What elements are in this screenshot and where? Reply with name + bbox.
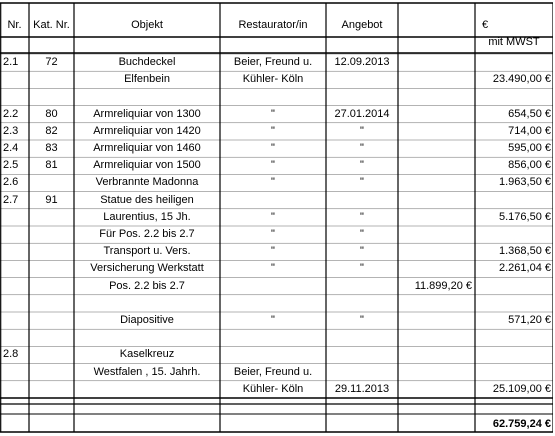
cell-nr: 2.3 xyxy=(3,124,19,137)
cell-restaurator: Beier, Freund u. xyxy=(233,365,313,378)
cell-angebot: " xyxy=(360,210,364,223)
cell-objekt: Diapositive xyxy=(120,314,174,326)
header-angebot: Angebot xyxy=(341,19,383,31)
cell-amount: 654,50 € xyxy=(508,107,551,120)
cell-kat-nr: 81 xyxy=(45,159,58,172)
cell-nr: 2.6 xyxy=(3,176,19,189)
cell-restaurator: " xyxy=(271,228,275,240)
cell-angebot: " xyxy=(360,262,364,275)
cell-angebot: " xyxy=(360,159,364,172)
header-currency: € xyxy=(481,19,489,31)
header-restaurator: Restaurator/in xyxy=(238,19,308,31)
cell-objekt: Kaselkreuz xyxy=(119,348,175,361)
cell-angebot: " xyxy=(360,314,364,326)
cell-kat-nr: 80 xyxy=(45,107,58,120)
cell-objekt: Armreliquiar von 1460 xyxy=(93,142,201,154)
cell-kat-nr: 72 xyxy=(45,56,58,68)
cell-kat-nr: 82 xyxy=(45,124,58,137)
header-kat-nr: Kat. Nr. xyxy=(33,19,70,31)
cell-amount: 5.176,50 € xyxy=(499,210,551,223)
cell-angebot: " xyxy=(360,228,364,240)
cell-nr: 2.7 xyxy=(3,193,19,206)
cell-nr: 2.8 xyxy=(3,348,19,361)
cell-restaurator: " xyxy=(271,159,275,172)
cell-restaurator: " xyxy=(271,124,275,137)
grand-total: 62.759,24 € xyxy=(492,418,551,430)
cell-angebot: " xyxy=(360,176,364,189)
cell-objekt: Versicherung Werkstatt xyxy=(90,262,204,275)
cell-objekt: Für Pos. 2.2 bis 2.7 xyxy=(99,228,195,240)
cell-objekt: Verbrannte Madonna xyxy=(95,176,199,189)
cell-restaurator: Kühler- Köln xyxy=(242,382,304,395)
cell-restaurator: Beier, Freund u. xyxy=(233,56,313,68)
cell-subtotal: 11.899,20 € xyxy=(414,279,472,292)
cell-amount: 23.490,00 € xyxy=(492,73,551,86)
cell-objekt: Laurentius, 15 Jh. xyxy=(103,210,191,223)
cell-nr: 2.1 xyxy=(3,56,19,68)
cell-restaurator: " xyxy=(271,314,275,326)
cell-angebot: 12.09.2013 xyxy=(334,56,390,68)
cell-objekt: Statue des heiligen xyxy=(100,193,194,206)
cell-restaurator: " xyxy=(271,262,275,275)
cell-angebot: " xyxy=(360,124,364,137)
cell-restaurator: " xyxy=(271,107,275,120)
cell-objekt: Elfenbein xyxy=(124,73,170,86)
cell-nr: 2.2 xyxy=(3,107,19,120)
cell-restaurator: " xyxy=(271,210,275,223)
cell-restaurator: Kühler- Köln xyxy=(242,73,304,86)
cell-restaurator: " xyxy=(271,245,275,258)
cell-objekt: Pos. 2.2 bis 2.7 xyxy=(109,279,185,292)
cell-restaurator: " xyxy=(271,176,275,189)
header-nr: Nr. xyxy=(7,19,22,31)
cell-amount: 1.963,50 € xyxy=(499,176,551,189)
cell-amount: 714,00 € xyxy=(508,124,551,137)
cell-nr: 2.4 xyxy=(3,142,19,154)
header-objekt: Objekt xyxy=(131,19,163,31)
cell-kat-nr: 83 xyxy=(45,142,58,154)
cell-amount: 25.109,00 € xyxy=(492,382,551,395)
cell-angebot: 29.11.2013 xyxy=(334,382,390,395)
cell-objekt: Armreliquiar von 1500 xyxy=(93,159,201,172)
cell-amount: 1.368,50 € xyxy=(499,245,551,258)
cell-objekt: Armreliquiar von 1420 xyxy=(93,124,201,137)
cell-objekt: Westfalen , 15. Jahrh. xyxy=(93,365,201,378)
cell-angebot: " xyxy=(360,245,364,258)
cell-angebot: 27.01.2014 xyxy=(334,107,390,120)
cell-amount: 856,00 € xyxy=(508,159,551,172)
cell-amount: 2.261,04 € xyxy=(499,262,551,275)
cell-kat-nr: 91 xyxy=(45,193,58,206)
cell-objekt: Armreliquiar von 1300 xyxy=(93,107,201,120)
cell-amount: 595,00 € xyxy=(508,142,551,154)
cell-nr: 2.5 xyxy=(3,159,19,172)
cell-objekt: Buchdeckel xyxy=(118,56,176,68)
cell-angebot: " xyxy=(360,142,364,154)
cell-restaurator: " xyxy=(271,142,275,154)
header-mit-mwst: mit MWST xyxy=(488,36,540,48)
cell-objekt: Transport u. Vers. xyxy=(103,245,191,258)
cell-amount: 571,20 € xyxy=(508,314,551,326)
